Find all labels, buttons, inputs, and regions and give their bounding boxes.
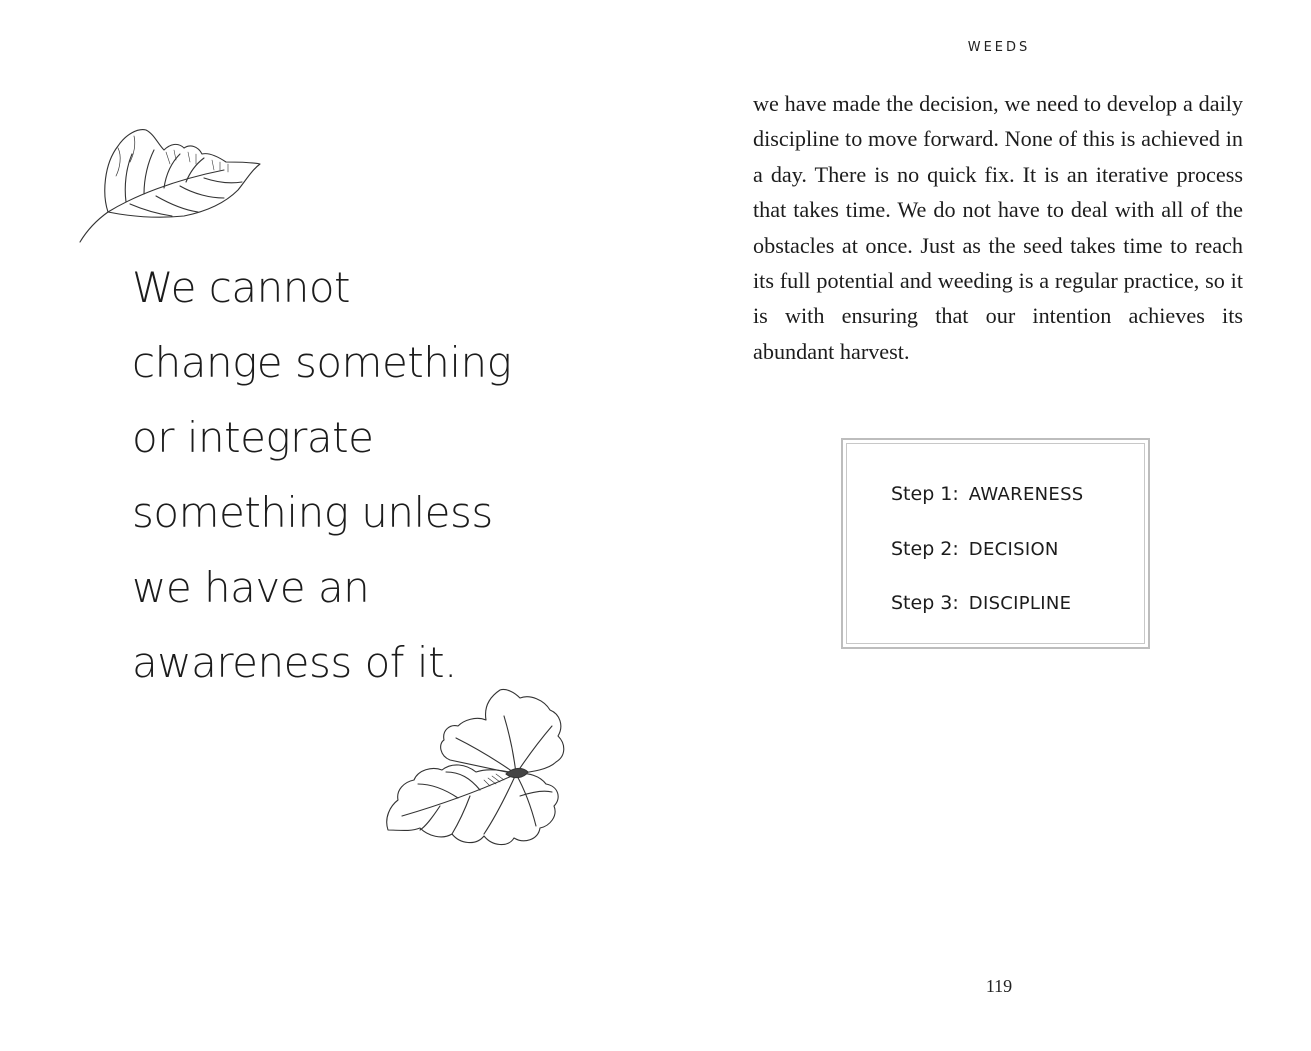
- left-page: [0, 0, 655, 1051]
- pull-quote-line: change something: [132, 338, 512, 387]
- step-label: Step 3:: [891, 592, 959, 614]
- pull-quote-line: We cannot: [132, 263, 350, 312]
- step-value: DISCIPLINE: [968, 593, 1072, 614]
- step-item: [891, 535, 1084, 590]
- pull-quote-line: awareness of it.: [132, 638, 457, 687]
- step-value: DECISION: [968, 538, 1059, 560]
- pull-quote: [132, 250, 552, 700]
- right-page: [655, 0, 1311, 1051]
- step-value: AWARENESS: [968, 484, 1084, 505]
- body-paragraph: we have made the decision, we need to develop a daily discipline to move forward. None of this is achieved in a day. There is no quick fix. It is an iterative process that takes time. We do not have to deal with all of the obstacles at once. Just as the seed takes time to reach its full potential and weeding is a regular practice, so it is with ensuring that our intention achieves its abundant harvest.: [753, 91, 1243, 364]
- step-item: [891, 480, 1084, 535]
- step-label: Step 2:: [891, 537, 959, 560]
- running-head: WEEDS: [967, 40, 1031, 55]
- page-number: 119: [985, 976, 1013, 996]
- leaf-sketch-icon: [74, 124, 264, 250]
- pull-quote-line: something unless: [132, 488, 493, 537]
- steps-list: [891, 480, 1084, 644]
- pull-quote-line: we have an: [132, 563, 370, 612]
- steps-box: [841, 438, 1150, 649]
- vine-leaf-sketch-icon: [380, 686, 572, 872]
- pull-quote-line: or integrate: [132, 413, 374, 462]
- step-item: [891, 589, 1084, 644]
- step-label: Step 1:: [891, 483, 959, 505]
